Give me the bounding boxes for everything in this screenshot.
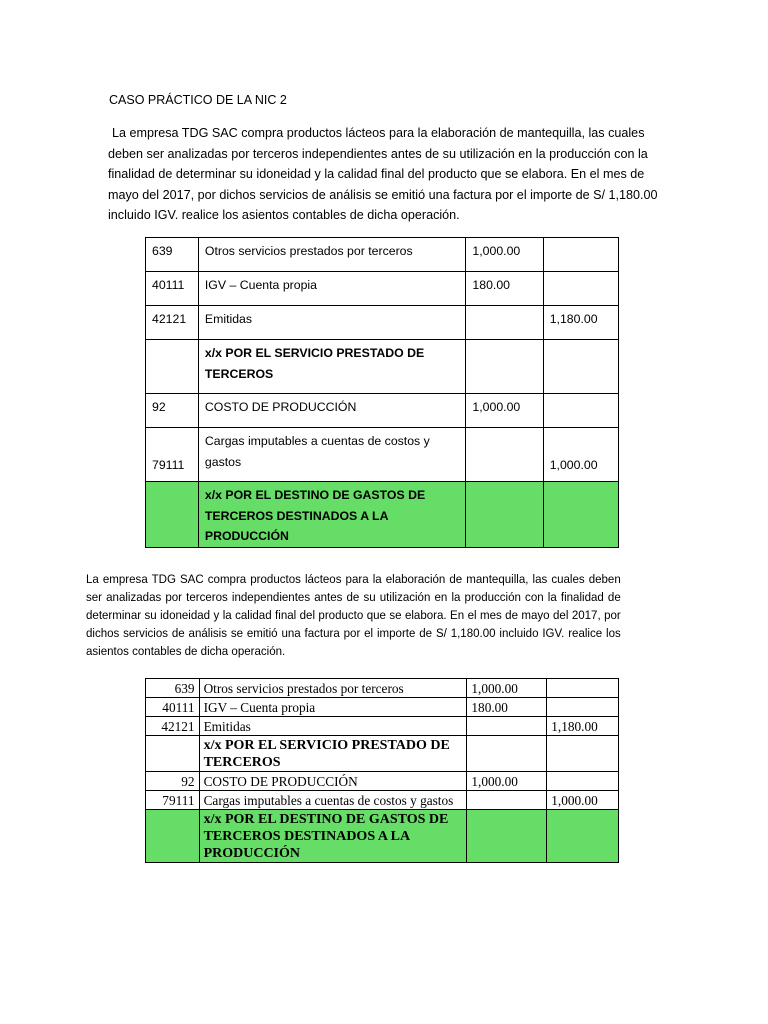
table-row bbox=[146, 340, 619, 394]
case-paragraph-2-text: La empresa TDG SAC compra productos lácteos para la elaboración de mantequilla, las cuales deben ser analizadas por terceros independientes antes de su utilización en la producción con la finalidad de determinar su idoneidad y la calidad final del producto que se elabora. En el mes de mayo del 2017, por dichos servicios de análisis se emitió una factura por el importe de S/ 1,180.00 incluido IGV. realice los asientos contables de dicha operación. bbox=[86, 572, 621, 658]
debit-amount: 1,000.00 bbox=[466, 238, 543, 272]
account-code: 639 bbox=[146, 238, 199, 272]
table-row bbox=[146, 428, 619, 482]
credit-amount bbox=[543, 482, 618, 548]
credit-amount: 1,000.00 bbox=[547, 791, 619, 810]
debit-amount: 1,000.00 bbox=[466, 394, 543, 428]
table-row bbox=[146, 717, 619, 736]
debit-amount bbox=[466, 482, 543, 548]
account-code: 42121 bbox=[146, 717, 200, 736]
account-code bbox=[146, 482, 199, 548]
account-code: 79111 bbox=[146, 428, 199, 482]
credit-amount: 1,180.00 bbox=[543, 306, 618, 340]
debit-amount bbox=[466, 340, 543, 394]
account-description: IGV – Cuenta propia bbox=[198, 272, 466, 306]
account-description: Cargas imputables a cuentas de costos y gastos bbox=[199, 791, 467, 810]
account-code: 639 bbox=[146, 679, 200, 698]
table-row bbox=[146, 272, 619, 306]
credit-amount: 1,000.00 bbox=[543, 428, 618, 482]
account-code: 92 bbox=[146, 394, 199, 428]
account-description: COSTO DE PRODUCCIÓN bbox=[198, 394, 466, 428]
credit-amount bbox=[547, 772, 619, 791]
debit-amount bbox=[467, 791, 547, 810]
table-row bbox=[146, 679, 619, 698]
journal-table-2 bbox=[145, 678, 619, 863]
case-paragraph-1-text: La empresa TDG SAC compra productos lácteos para la elaboración de mantequilla, las cuales deben ser analizadas por terceros independientes antes de su utilización en la producción con la finalidad de determinar su idoneidad y la calidad final del producto que se elabora. En el mes de mayo del 2017, por dichos servicios de análisis se emitió una factura por el importe de S/ 1,180.00 incluido IGV. realice los asientos contables de dicha operación. bbox=[108, 126, 658, 222]
account-code bbox=[146, 810, 200, 863]
entry-gloss: x/x POR EL SERVICIO PRESTADO DE TERCEROS bbox=[198, 340, 466, 394]
account-code: 92 bbox=[146, 772, 200, 791]
debit-amount: 180.00 bbox=[467, 698, 547, 717]
credit-amount bbox=[547, 736, 619, 772]
debit-amount bbox=[466, 306, 543, 340]
entry-gloss: x/x POR EL DESTINO DE GASTOS DE TERCEROS DESTINADOS A LA PRODUCCIÓN bbox=[198, 482, 466, 548]
account-description: Otros servicios prestados por terceros bbox=[198, 238, 466, 272]
account-description: Emitidas bbox=[199, 717, 467, 736]
table-row bbox=[146, 698, 619, 717]
account-description: Otros servicios prestados por terceros bbox=[199, 679, 467, 698]
credit-amount bbox=[543, 340, 618, 394]
credit-amount bbox=[543, 394, 618, 428]
account-code: 40111 bbox=[146, 272, 199, 306]
debit-amount: 180.00 bbox=[466, 272, 543, 306]
table-row bbox=[146, 736, 619, 772]
journal-table-1 bbox=[145, 237, 619, 548]
table-row bbox=[146, 238, 619, 272]
account-code bbox=[146, 340, 199, 394]
account-description: COSTO DE PRODUCCIÓN bbox=[199, 772, 467, 791]
credit-amount bbox=[543, 238, 618, 272]
debit-amount bbox=[467, 810, 547, 863]
account-description: IGV – Cuenta propia bbox=[199, 698, 467, 717]
credit-amount bbox=[547, 679, 619, 698]
table-row bbox=[146, 791, 619, 810]
debit-amount bbox=[467, 736, 547, 772]
debit-amount: 1,000.00 bbox=[467, 772, 547, 791]
account-code: 79111 bbox=[146, 791, 200, 810]
account-description: Emitidas bbox=[198, 306, 466, 340]
account-description: Cargas imputables a cuentas de costos y gastos bbox=[198, 428, 466, 482]
credit-amount bbox=[547, 810, 619, 863]
account-code: 42121 bbox=[146, 306, 199, 340]
table-row bbox=[146, 482, 619, 548]
credit-amount bbox=[547, 698, 619, 717]
table-row bbox=[146, 772, 619, 791]
account-code bbox=[146, 736, 200, 772]
debit-amount: 1,000.00 bbox=[467, 679, 547, 698]
entry-gloss: x/x POR EL DESTINO DE GASTOS DE TERCEROS DESTINADOS A LA PRODUCCIÓN bbox=[199, 810, 467, 863]
debit-amount bbox=[467, 717, 547, 736]
table-row bbox=[146, 306, 619, 340]
credit-amount bbox=[543, 272, 618, 306]
table-row bbox=[146, 394, 619, 428]
account-code: 40111 bbox=[146, 698, 200, 717]
entry-gloss: x/x POR EL SERVICIO PRESTADO DE TERCEROS bbox=[199, 736, 467, 772]
page-title: CASO PRÁCTICO DE LA NIC 2 bbox=[109, 93, 287, 107]
case-paragraph-1 bbox=[108, 123, 668, 226]
debit-amount bbox=[466, 428, 543, 482]
credit-amount: 1,180.00 bbox=[547, 717, 619, 736]
table-row bbox=[146, 810, 619, 863]
case-paragraph-2 bbox=[86, 570, 621, 660]
